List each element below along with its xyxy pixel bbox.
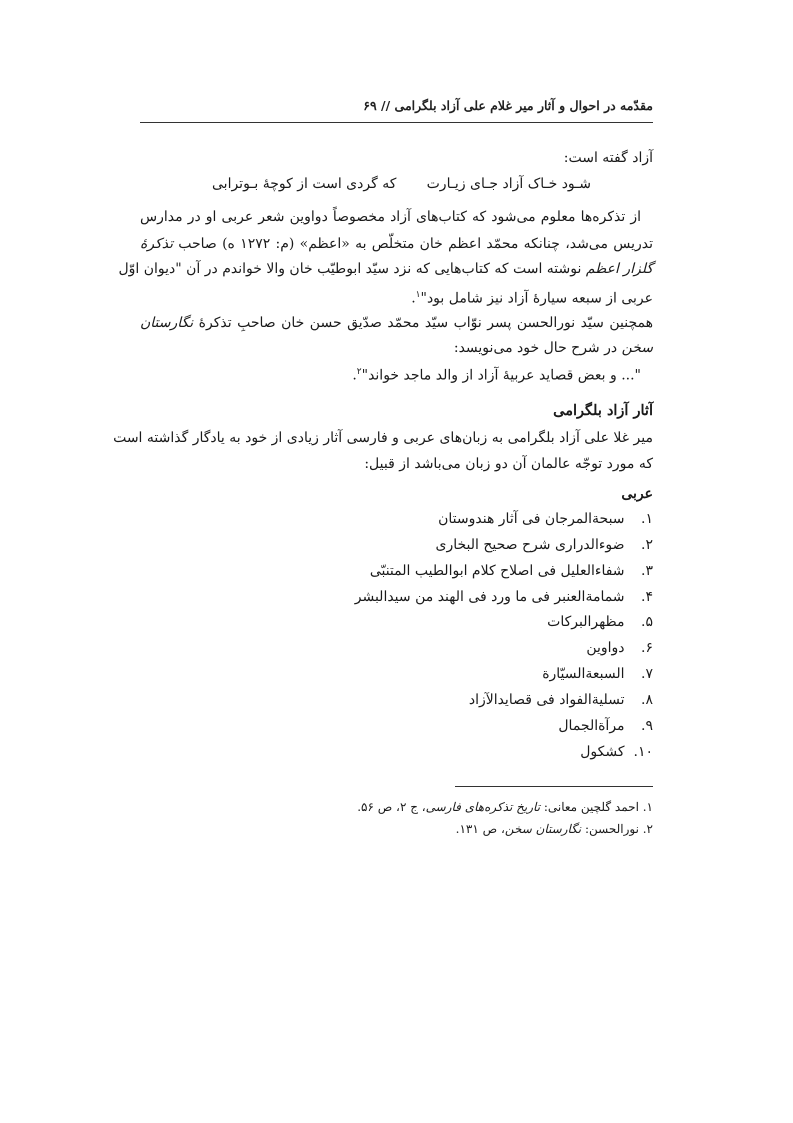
header-rule [140, 122, 653, 123]
list-number: ۵. [641, 614, 653, 630]
footnote-1-author: ۱. احمد گلچین معانی: [540, 800, 653, 814]
para1-line4-text: عربی از سبعه سیارهٔ آزاد نیز شامل بود" [420, 290, 653, 307]
list-number: ۱. [641, 511, 653, 527]
list-item [542, 666, 653, 682]
list-number: ۱۰. [633, 744, 653, 760]
footnote-2-author: ۲. نورالحسن: [581, 822, 653, 836]
book-title-italic: سخن [621, 340, 653, 356]
list-item [580, 744, 653, 760]
list-item [370, 563, 653, 579]
section-heading: آثار آزاد بلگرامی [553, 402, 653, 419]
list-number: ۹. [641, 718, 653, 734]
list-text: دواوین [586, 640, 625, 656]
list-text: سبحة‌المرجان فی آثار هندوستان [438, 511, 625, 527]
list-item [586, 640, 653, 656]
verse-hemistich-left: که گردی است از کوچهٔ بـوترابی [212, 176, 397, 192]
footnote-ref-1: ۱ [415, 290, 421, 300]
para1-line4: عربی از سبعه سیارهٔ آزاد نیز شامل بود"$^۱$. [411, 290, 653, 307]
section-line2: که مورد توجّه عالمان آن دو زبان می‌باشد از قبیل: [364, 456, 653, 472]
list-text: شفاءالعلیل فی اصلاح کلام ابوالطیب المتنبّی [369, 563, 625, 579]
list-text: شمامةالعنبر فی ما ورد فی الهند من سیدالبشر [354, 589, 625, 605]
list-text: ضوءالدراری شرح صحیح البخاری [435, 537, 625, 553]
footnote-2-title: نگارستان سخن [504, 822, 582, 836]
footnote-1-title: تاریخ تذکره‌های فارسی [425, 800, 541, 814]
footnote-ref-2: ۲ [356, 367, 362, 377]
footnote-1-ref: ، ج ۲، ص ۵۶. [357, 800, 426, 814]
book-title-italic: گلزار اعظم [585, 261, 653, 277]
para2-line2 [140, 338, 653, 358]
book-title-italic: تذکرهٔ [140, 236, 173, 252]
section-line1: میر غلا علی آزاد بلگرامی به زبان‌های عربی و فارسی آثار زیادی از خود به یادگار گذاشته است [113, 430, 653, 446]
list-number: ۴. [641, 589, 653, 605]
book-title-italic: نگارستان [140, 315, 194, 331]
list-number: ۸. [641, 692, 653, 708]
para1-line3 [118, 259, 653, 279]
para1-line3-text: نوشته است که کتاب‌هایی که نزد سیّد ابوطیّب خان والا خواندم در آن "دیوان اوّل [118, 261, 586, 277]
list-number: ۷. [641, 666, 653, 682]
arabic-subheading: عربی [621, 486, 653, 502]
list-number: ۲. [641, 537, 653, 553]
footnote-rule [455, 786, 653, 787]
list-item [438, 511, 653, 527]
footnote-1 [357, 800, 653, 814]
para1-line1: از تذکره‌ها معلوم می‌شود که کتاب‌های آزاد مخصوصاً دواوین شعر عربی او در مدارس [140, 209, 641, 225]
quote-text: "... و بعض قصاید عربیهٔ آزاد از والد ماجد خواند" [361, 367, 641, 384]
intro-lead: آزاد گفته است: [563, 150, 653, 166]
list-text: تسلیةالفواد فی قصایدالآزاد [468, 692, 625, 708]
para2-line1 [140, 313, 653, 333]
list-text: مظهرالبرکات [547, 614, 625, 630]
para2-line2-text: در شرح حال خود می‌نویسد: [453, 340, 622, 356]
list-item [558, 718, 653, 734]
list-item [547, 614, 653, 630]
footnote-2-ref: ، ص ۱۳۱. [455, 822, 505, 836]
para1-line2 [140, 234, 653, 254]
para1-line2-text: تدریس می‌شد، چنانکه محمّد اعظم خان متخلّص به «اعظم» (م: ۱۲۷۲ ه) صاحب [172, 236, 654, 252]
list-text: کشکول [580, 744, 625, 760]
list-number: ۶. [641, 640, 653, 656]
list-item [436, 537, 653, 553]
verse-hemistich-right: شـود خـاک آزاد جـای زیـارت [426, 176, 591, 192]
running-title: مقدّمه در احوال و آثار میر غلام علی آزاد بلگرامی // ۶۹ [363, 98, 653, 113]
running-header [140, 98, 653, 120]
list-number: ۳. [641, 563, 653, 579]
list-item [355, 589, 653, 605]
list-text: مرآةالجمال [558, 718, 625, 734]
footnote-2 [456, 822, 653, 836]
para2-line1-text: همچنین سیّد نورالحسن پسر نوّاب سیّد محمّد صدّیق حسن خان صاحبِ تذکرهٔ [193, 315, 653, 331]
list-item [469, 692, 653, 708]
list-text: السبعةالسیّارة [542, 666, 625, 682]
para2-quote: "... و بعض قصاید عربیهٔ آزاد از والد ماجد خواند"$^۲$. [352, 367, 641, 384]
